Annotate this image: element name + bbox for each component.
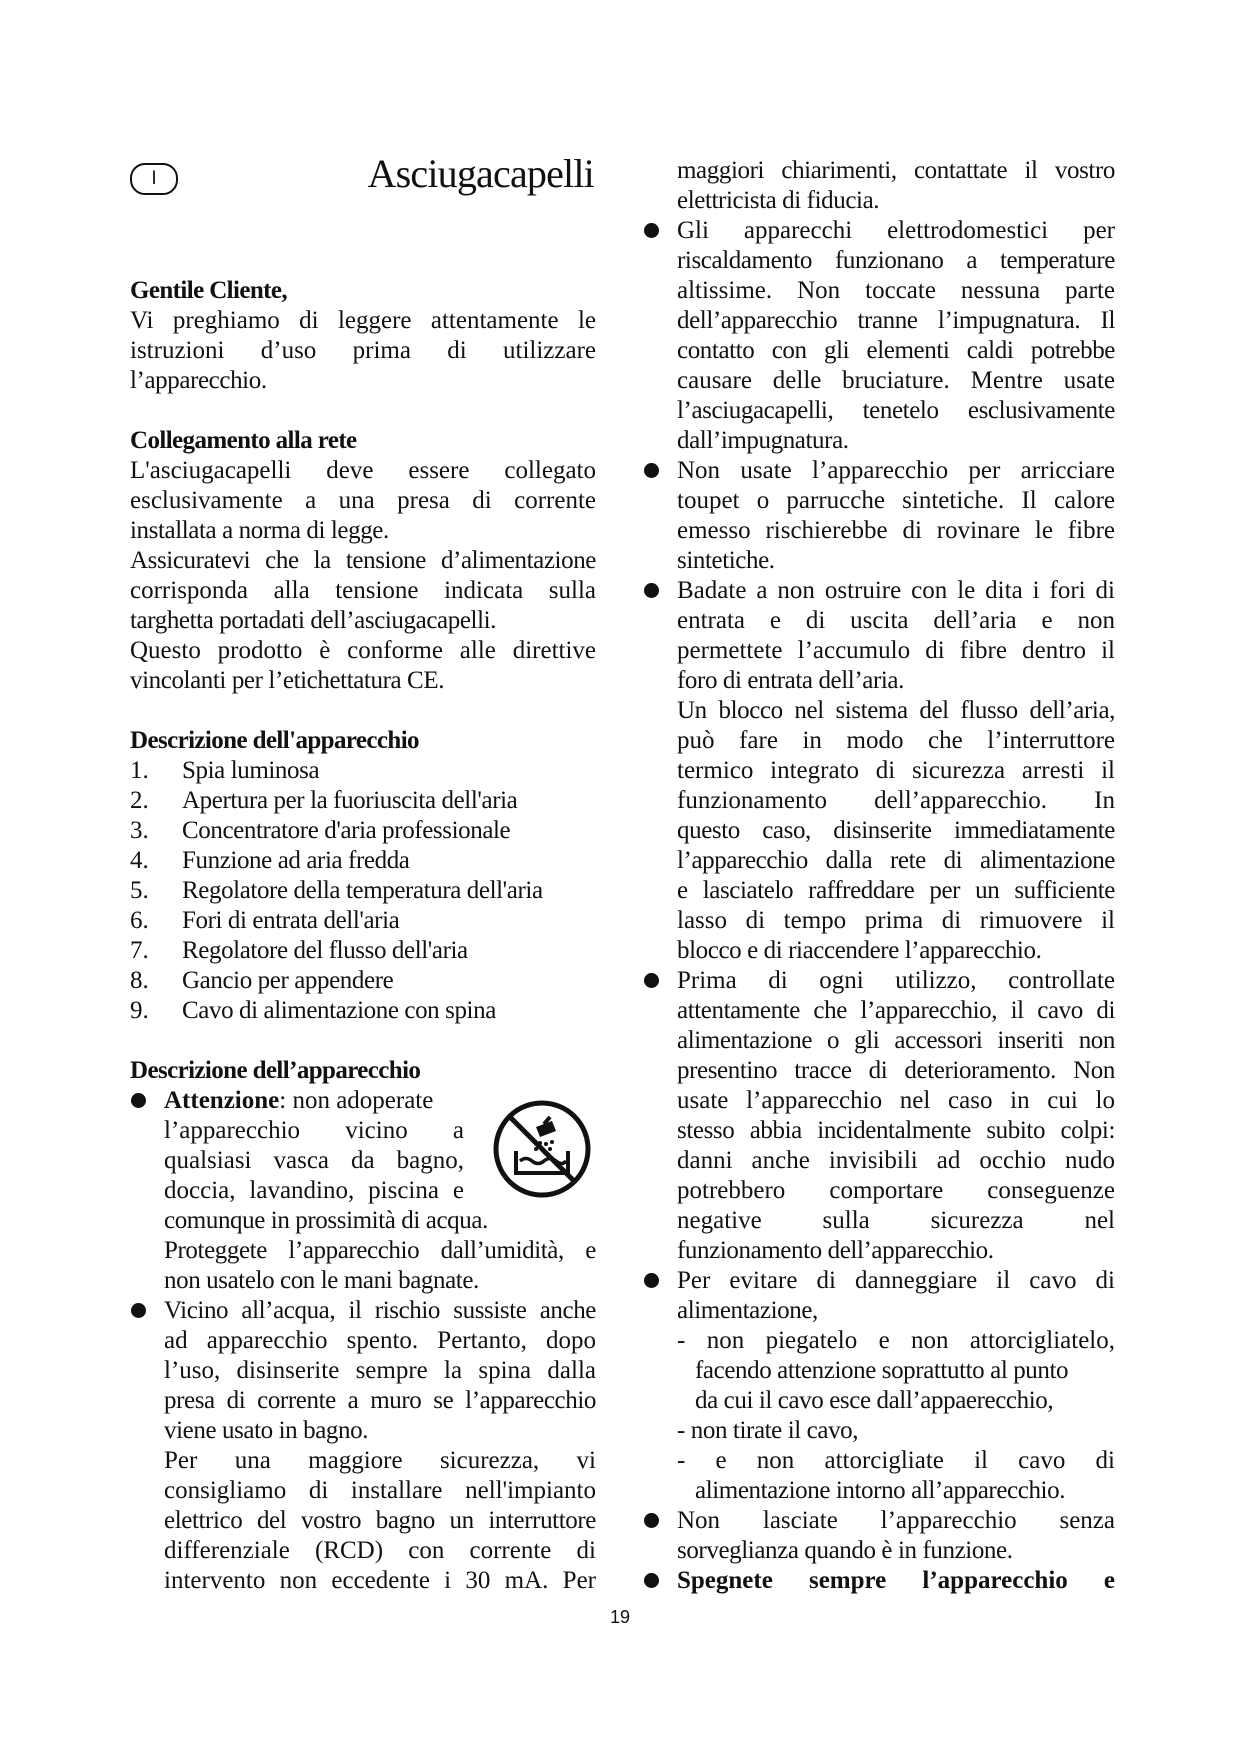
list-item-number: 9. (130, 997, 149, 1024)
bullet-icon (644, 463, 659, 478)
safety-line: danni anche invisibili ad occhio nudo (677, 1147, 1115, 1174)
safety-line: ad apparecchio spento. Pertanto, dopo (164, 1327, 596, 1354)
intro-line: l’apparecchio. (130, 367, 267, 394)
safety-line: permettete l’accumulo di fibre dentro il (677, 637, 1115, 664)
safety-line: Spegnete sempre l’apparecchio e (677, 1567, 1115, 1594)
safety-line: Per una maggiore sicurezza, vi (164, 1447, 596, 1474)
safety-line: Per evitare di danneggiare il cavo di (677, 1267, 1115, 1294)
safety-line: comunque in prossimità di acqua. (164, 1207, 488, 1234)
list-item: Spia luminosa (182, 757, 320, 784)
bullet-icon (644, 1273, 659, 1288)
list-item-number: 6. (130, 907, 149, 934)
list-item: Gancio per appendere (182, 967, 394, 994)
safety-line: potrebbero comportare conseguenze (677, 1177, 1115, 1204)
safety-line: presentino tracce di deterioramento. Non (677, 1057, 1115, 1084)
safety-line: alimentazione intorno all’apparecchio. (695, 1477, 1066, 1504)
safety-line: dell’apparecchio tranne l’impugnatura. Il (677, 307, 1115, 334)
connection-line: Assicuratevi che la tensione d’alimentazione (130, 547, 596, 574)
safety-line: da cui il cavo esce dall’appaerecchio, (695, 1387, 1054, 1414)
safety-line: Proteggete l’apparecchio dall’umidità, e (164, 1237, 596, 1264)
list-item-number: 7. (130, 937, 149, 964)
safety-line: - e non attorcigliate il cavo di (677, 1447, 1115, 1474)
list-item: Regolatore del flusso dell'aria (182, 937, 468, 964)
connection-line: Questo prodotto è conforme alle direttive (130, 637, 596, 664)
safety-line: l’uso, disinserite sempre la spina dalla (164, 1357, 596, 1384)
safety-line: Un blocco nel sistema del flusso dell’aria, (677, 697, 1115, 724)
bullet-icon (644, 973, 659, 988)
bullet-icon (644, 1573, 659, 1588)
safety-line: usate l’apparecchio nel caso in cui lo (677, 1087, 1115, 1114)
safety-line: negative sulla sicurezza nel (677, 1207, 1115, 1234)
safety-line: stesso abbia incidentalmente subito colpi: (677, 1117, 1115, 1144)
safety-line: funzionamento dell’apparecchio. (677, 1237, 994, 1264)
intro-heading: Gentile Cliente, (130, 277, 288, 304)
connection-line: esclusivamente a una presa di corrente (130, 487, 596, 514)
list-item-number: 3. (130, 817, 149, 844)
bullet-icon (131, 1303, 146, 1318)
safety-line: Gli apparecchi elettrodomestici per (677, 217, 1115, 244)
safety-line: causare delle bruciature. Mentre usate (677, 367, 1115, 394)
list-item-number: 5. (130, 877, 149, 904)
list-item-number: 1. (130, 757, 149, 784)
safety-line: - non tirate il cavo, (677, 1417, 859, 1444)
safety-line: Non lasciate l’apparecchio senza (677, 1507, 1115, 1534)
safety-line: questo caso, disinserite immediatamente (677, 817, 1115, 844)
connection-line: corrisponda alla tensione indicata sulla (130, 577, 596, 604)
attention-label: Attenzione (164, 1087, 280, 1114)
description-heading: Descrizione dell'apparecchio (130, 727, 419, 754)
list-item-number: 2. (130, 787, 149, 814)
safety-heading: Descrizione dell’apparecchio (130, 1057, 421, 1084)
safety-line: può fare in modo che l’interruttore (677, 727, 1115, 754)
safety-line: entrata e di uscita dell’aria e non (677, 607, 1115, 634)
safety-line: blocco e di riaccendere l’apparecchio. (677, 937, 1042, 964)
list-item: Funzione ad aria fredda (182, 847, 410, 874)
safety-line: doccia, lavandino, piscina e (164, 1177, 464, 1204)
safety-line: elettricista di fiducia. (677, 187, 880, 214)
safety-line: l’apparecchio dalla rete di alimentazione (677, 847, 1115, 874)
safety-line: l’asciugacapelli, tenetelo esclusivamente (677, 397, 1115, 424)
safety-line: toupet o parrucche sintetiche. Il calore (677, 487, 1115, 514)
list-item-number: 4. (130, 847, 149, 874)
safety-line: facendo attenzione soprattutto al punto (695, 1357, 1069, 1384)
page-number: 19 (609, 1607, 631, 1627)
safety-line: alimentazione, (677, 1297, 818, 1324)
safety-line: non usatelo con le mani bagnate. (164, 1267, 479, 1294)
bullet-icon (644, 223, 659, 238)
language-badge: I (130, 163, 178, 195)
safety-line: intervento non eccedente i 30 mA. Per (164, 1567, 596, 1594)
connection-line: installata a norma di legge. (130, 517, 389, 544)
safety-line: presa di corrente a muro se l’apparecchio (164, 1387, 596, 1414)
connection-heading: Collegamento alla rete (130, 427, 357, 454)
list-item-number: 8. (130, 967, 149, 994)
safety-line: foro di entrata dell’aria. (677, 667, 904, 694)
connection-line: L'asciugacapelli deve essere collegato (130, 457, 596, 484)
safety-line: Vicino all’acqua, il rischio sussiste anche (164, 1297, 596, 1324)
safety-line: Prima di ogni utilizzo, controllate (677, 967, 1115, 994)
safety-line: qualsiasi vasca da bagno, (164, 1147, 464, 1174)
attention-text: : non adoperate (279, 1087, 434, 1114)
safety-line: sintetiche. (677, 547, 775, 574)
list-item: Cavo di alimentazione con spina (182, 997, 496, 1024)
connection-line: targhetta portadati dell’asciugacapelli. (130, 607, 497, 634)
safety-line: maggiori chiarimenti, contattate il vostro (677, 157, 1115, 184)
safety-line: elettrico del vostro bagno un interruttore (164, 1507, 596, 1534)
safety-line: differenziale (RCD) con corrente di (164, 1537, 596, 1564)
bullet-icon (644, 583, 659, 598)
safety-line: riscaldamento funzionano a temperature (677, 247, 1115, 274)
safety-line: Badate a non ostruire con le dita i fori di (677, 577, 1115, 604)
safety-line: termico integrato di sicurezza arresti il (677, 757, 1115, 784)
safety-line: dall’impugnatura. (677, 427, 849, 454)
no-shower-near-water-icon (492, 1099, 592, 1199)
safety-line: e lasciatelo raffreddare per un sufficiente (677, 877, 1115, 904)
safety-line: viene usato in bagno. (164, 1417, 369, 1444)
bullet-icon (644, 1513, 659, 1528)
safety-line: alimentazione o gli accessori inseriti non (677, 1027, 1115, 1054)
list-item: Regolatore della temperatura dell'aria (182, 877, 543, 904)
safety-line: - non piegatelo e non attorcigliatelo, (677, 1327, 1115, 1354)
safety-line: Non usate l’apparecchio per arricciare (677, 457, 1115, 484)
list-item: Apertura per la fuoriuscita dell'aria (182, 787, 518, 814)
intro-line: Vi preghiamo di leggere attentamente le (130, 307, 596, 334)
safety-line: contatto con gli elementi caldi potrebbe (677, 337, 1115, 364)
page-title: Asciugacapelli (367, 151, 594, 196)
intro-line: istruzioni d’uso prima di utilizzare (130, 337, 596, 364)
list-item: Fori di entrata dell'aria (182, 907, 400, 934)
bullet-icon (131, 1093, 146, 1108)
safety-line: altissime. Non toccate nessuna parte (677, 277, 1115, 304)
safety-line: funzionamento dell’apparecchio. In (677, 787, 1115, 814)
safety-line: l’apparecchio vicino a (164, 1117, 464, 1144)
safety-line: lasso di tempo prima di rimuovere il (677, 907, 1115, 934)
list-item: Concentratore d'aria professionale (182, 817, 511, 844)
connection-line: vincolanti per l’etichettatura CE. (130, 667, 445, 694)
safety-line: emesso rischierebbe di rovinare le fibre (677, 517, 1115, 544)
safety-line: consigliamo di installare nell'impianto (164, 1477, 596, 1504)
safety-line: sorveglianza quando è in funzione. (677, 1537, 1013, 1564)
safety-line: attentamente che l’apparecchio, il cavo di (677, 997, 1115, 1024)
